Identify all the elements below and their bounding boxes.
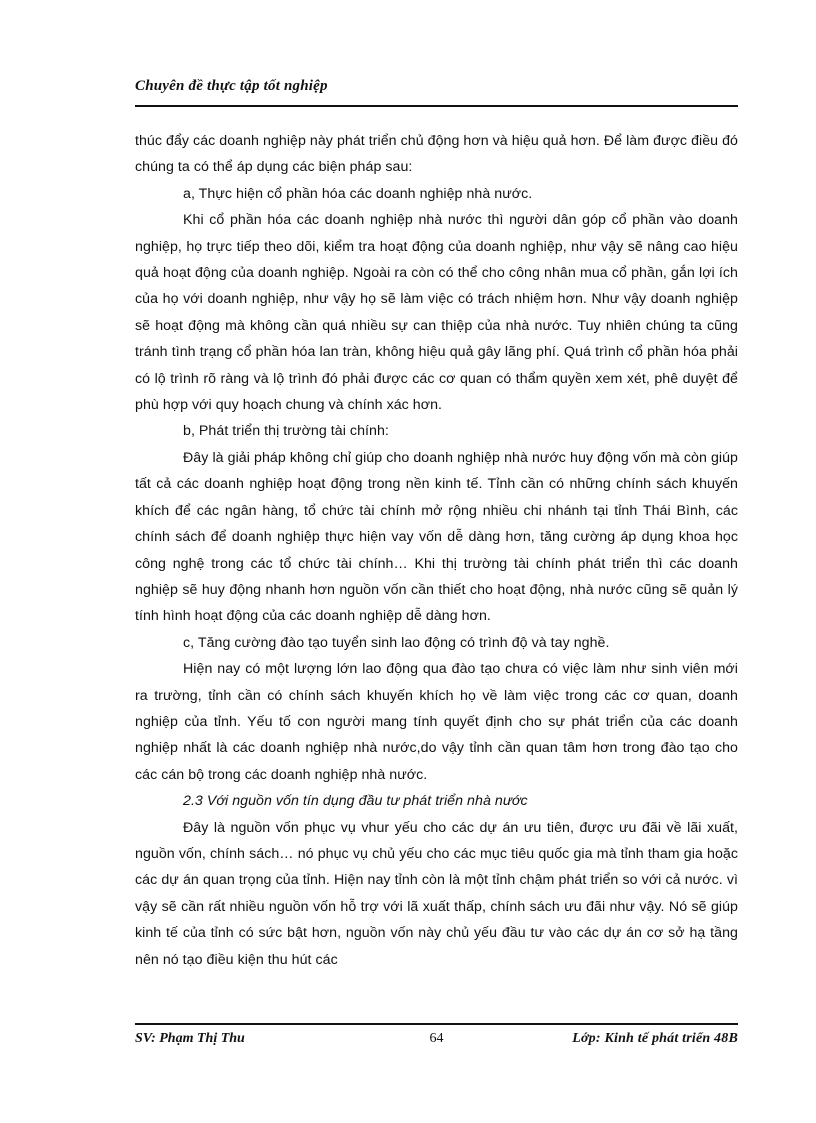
section-heading-2-3: 2.3 Với nguồn vốn tín dụng đầu tư phát triển nhà nước [183, 793, 528, 810]
paragraph-credit-capital: Đây là nguồn vốn phục vụ vhur yếu cho các dự án ưu tiên, được ưu đãi về lãi xuất, nguồn vốn, chính sách… nó phục vụ chủ yếu cho các mục tiêu quốc gia mà tỉnh tham gia hoặc các dự án quan trọng của tỉnh. Hiện nay tỉnh còn là một tỉnh chậm phát triển so với cả nước. vì vậy sẽ cần rất nhiều nguồn vốn hỗ trợ với lã xuất thấp, chính sách ưu đãi như vậy. Nó sẽ giúp kinh tế của tỉnh có sức bật hơn, nguồn vốn này chủ yếu đầu tư vào các dự án cơ sở hạ tầng nên nó tạo điều kiện thu hút các [135, 819, 738, 968]
subheading-a: a, Thực hiện cổ phần hóa các doanh nghiệp nhà nước. [183, 185, 533, 202]
footer-student: SV: Phạm Thị Thu [135, 1031, 245, 1046]
paragraph-financial-market: Đây là giải pháp không chỉ giúp cho doanh nghiệp nhà nước huy động vốn mà còn giúp tất cả các doanh nghiệp hoạt động trong nền kinh tế. Tỉnh cần có những chính sách khuyến khích để các ngân hàng, tổ chức tài chính mở rộng nhiều chi nhánh tại tỉnh Thái Bình, các chính sách để doanh nghiệp thực hiện vay vốn dễ dàng hơn, tăng cường áp dụng khoa học công nghệ trong các tổ chức tài chính… Khi thị trường tài chính phát triển thì các doanh nghiệp sẽ huy động nhanh hơn nguồn vốn cần thiết cho hoạt động, nhà nước cũng sẽ quản lý tính hình hoạt động của các doanh nghiệp dễ dàng hơn. [135, 449, 738, 625]
paragraph-training: Hiện nay có một lượng lớn lao động qua đào tạo chưa có việc làm như sinh viên mới ra trường, tỉnh cần có chính sách khuyến khích họ về làm việc trong các cơ quan, doanh nghiệp của tỉnh. Yếu tố con người mang tính quyết định cho sự phát triển của các doanh nghiệp nhất là các doanh nghiệp nhà nước,do vậy tỉnh cần quan tâm hơn trong đào tạo cho các cán bộ trong các doanh nghiệp nhà nước. [135, 661, 738, 783]
page-footer [135, 1023, 738, 1063]
subheading-c: c, Tăng cường đào tạo tuyển sinh lao động có trình độ và tay nghề. [183, 634, 610, 651]
footer-page-number: 64 [429, 1031, 444, 1046]
paragraph-equitization: Khi cổ phần hóa các doanh nghiệp nhà nước thì người dân góp cổ phần vào doanh nghiệp, họ trực tiếp theo dõi, kiểm tra hoạt động của doanh nghiệp, như vậy sẽ nâng cao hiệu quả hoạt động của doanh nghiệp. Ngoài ra còn có thể cho công nhân mua cổ phần, gắn lợi ích của họ với doanh nghiệp, như vậy họ sẽ làm việc có trách nhiệm hơn. Như vậy doanh nghiệp sẽ hoạt động mà không cần quá nhiều sự can thiệp của nhà nước. Tuy nhiên chúng ta cũng tránh tình trạng cổ phần hóa lan tràn, không hiệu quả gây lãng phí. Quá trình cổ phần hóa phải có lộ trình rõ ràng và lộ trình đó phải được các cơ quan có thẩm quyền xem xét, phê duyệt để phù hợp với quy hoạch chung và chính xác hơn. [135, 212, 738, 414]
paragraph-intro: thúc đẩy các doanh nghiệp này phát triển chủ động hơn và hiệu quả hơn. Để làm được điều đó chúng ta có thể áp dụng các biện pháp sau: [135, 133, 738, 176]
header-rule [135, 105, 738, 107]
document-body [135, 128, 738, 973]
page-header [135, 74, 738, 107]
footer-class: Lớp: Kinh tế phát triển 48B [572, 1031, 738, 1046]
footer-rule [135, 1023, 738, 1025]
subheading-b: b, Phát triển thị trường tài chính: [183, 423, 389, 440]
header-title: Chuyên đề thực tập tốt nghiệp [135, 78, 328, 94]
